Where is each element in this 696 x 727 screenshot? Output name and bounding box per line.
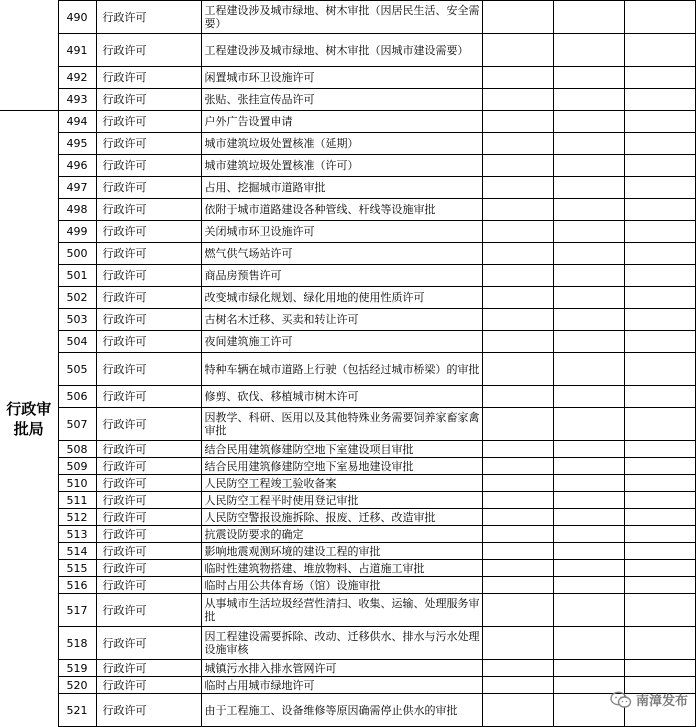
serial-number: 500	[58, 243, 96, 265]
empty-cell	[482, 560, 553, 577]
empty-cell	[624, 594, 695, 627]
serial-number: 518	[58, 627, 96, 660]
empty-cell	[624, 1, 695, 34]
empty-cell	[553, 221, 624, 243]
item-type: 行政许可	[96, 89, 201, 111]
item-type: 行政许可	[96, 309, 201, 331]
empty-cell	[482, 694, 553, 727]
item-name: 修剪、砍伐、移植城市树木许可	[201, 386, 482, 408]
table-row	[0, 133, 695, 155]
empty-cell	[624, 441, 695, 458]
empty-cell	[624, 353, 695, 386]
empty-cell	[482, 155, 553, 177]
serial-number: 503	[58, 309, 96, 331]
item-type: 行政许可	[96, 458, 201, 475]
table-row	[0, 577, 695, 594]
empty-cell	[482, 309, 553, 331]
empty-cell	[624, 287, 695, 309]
serial-number: 502	[58, 287, 96, 309]
empty-cell	[553, 67, 624, 89]
watermark-text: 南漳发布	[635, 694, 688, 709]
empty-cell	[553, 111, 624, 133]
empty-cell	[624, 309, 695, 331]
item-name: 改变城市绿化规划、绿化用地的使用性质许可	[201, 287, 482, 309]
empty-cell	[482, 243, 553, 265]
empty-cell	[553, 594, 624, 627]
item-name: 夜间建筑施工许可	[201, 331, 482, 353]
table-row	[0, 408, 695, 441]
empty-cell	[482, 177, 553, 199]
empty-cell	[553, 543, 624, 560]
empty-cell	[553, 243, 624, 265]
table-row	[0, 492, 695, 509]
item-type: 行政许可	[96, 133, 201, 155]
item-type: 行政许可	[96, 475, 201, 492]
empty-cell	[624, 34, 695, 67]
item-name: 关闭城市环卫设施许可	[201, 221, 482, 243]
item-type: 行政许可	[96, 67, 201, 89]
item-type: 行政许可	[96, 111, 201, 133]
empty-cell	[624, 560, 695, 577]
table-row	[0, 458, 695, 475]
item-type: 行政许可	[96, 243, 201, 265]
table-row	[0, 441, 695, 458]
department-cell-empty	[0, 89, 58, 111]
item-name: 燃气供气场站许可	[201, 243, 482, 265]
empty-cell	[482, 353, 553, 386]
empty-cell	[624, 111, 695, 133]
item-type: 行政许可	[96, 1, 201, 34]
serial-number: 509	[58, 458, 96, 475]
item-name: 因教学、科研、医用以及其他特殊业务需要饲养家畜家禽审批	[201, 408, 482, 441]
empty-cell	[482, 408, 553, 441]
empty-cell	[482, 287, 553, 309]
table-row	[0, 660, 695, 677]
item-name: 结合民用建筑修建防空地下室易地建设审批	[201, 458, 482, 475]
table-row	[0, 89, 695, 111]
item-type: 行政许可	[96, 594, 201, 627]
item-type: 行政许可	[96, 386, 201, 408]
table-row	[0, 177, 695, 199]
empty-cell	[482, 34, 553, 67]
item-type: 行政许可	[96, 177, 201, 199]
empty-cell	[553, 89, 624, 111]
table-row	[0, 509, 695, 526]
empty-cell	[482, 577, 553, 594]
serial-number: 520	[58, 677, 96, 694]
department-cell-empty	[0, 67, 58, 89]
empty-cell	[624, 155, 695, 177]
empty-cell	[624, 627, 695, 660]
table-row	[0, 694, 695, 727]
table-row	[0, 543, 695, 560]
empty-cell	[482, 526, 553, 543]
item-type: 行政许可	[96, 287, 201, 309]
serial-number: 510	[58, 475, 96, 492]
empty-cell	[624, 509, 695, 526]
serial-number: 514	[58, 543, 96, 560]
empty-cell	[482, 221, 553, 243]
item-name: 因工程建设需要拆除、改动、迁移供水、排水与污水处理设施审核	[201, 627, 482, 660]
empty-cell	[624, 265, 695, 287]
item-type: 行政许可	[96, 408, 201, 441]
empty-cell	[624, 133, 695, 155]
table-row	[0, 475, 695, 492]
item-name: 城市建筑垃圾处置核准（许可）	[201, 155, 482, 177]
empty-cell	[553, 199, 624, 221]
table-row	[0, 353, 695, 386]
serial-number: 519	[58, 660, 96, 677]
empty-cell	[553, 1, 624, 34]
empty-cell	[553, 408, 624, 441]
table-row	[0, 111, 695, 133]
empty-cell	[624, 660, 695, 677]
item-name: 户外广告设置申请	[201, 111, 482, 133]
table-row	[0, 677, 695, 694]
empty-cell	[482, 475, 553, 492]
serial-number: 507	[58, 408, 96, 441]
empty-cell	[553, 577, 624, 594]
item-type: 行政许可	[96, 560, 201, 577]
item-type: 行政许可	[96, 331, 201, 353]
empty-cell	[553, 155, 624, 177]
empty-cell	[553, 287, 624, 309]
empty-cell	[624, 458, 695, 475]
empty-cell	[482, 543, 553, 560]
table-row	[0, 221, 695, 243]
table-row	[0, 309, 695, 331]
wechat-icon	[610, 691, 632, 709]
empty-cell	[553, 492, 624, 509]
empty-cell	[553, 177, 624, 199]
empty-cell	[624, 475, 695, 492]
serial-number: 495	[58, 133, 96, 155]
department-cell-empty	[0, 1, 58, 34]
item-type: 行政许可	[96, 509, 201, 526]
item-name: 依附于城市道路建设各种管线、杆线等设施审批	[201, 199, 482, 221]
item-type: 行政许可	[96, 221, 201, 243]
table-row	[0, 1, 695, 34]
empty-cell	[553, 509, 624, 526]
empty-cell	[482, 492, 553, 509]
empty-cell	[482, 458, 553, 475]
empty-cell	[553, 309, 624, 331]
empty-cell	[482, 660, 553, 677]
table-row	[0, 627, 695, 660]
empty-cell	[482, 265, 553, 287]
item-name: 临时性建筑物搭建、堆放物料、占道施工审批	[201, 560, 482, 577]
empty-cell	[553, 353, 624, 386]
watermark	[610, 690, 688, 709]
item-name: 古树名木迁移、买卖和转让许可	[201, 309, 482, 331]
table-row	[0, 526, 695, 543]
item-name: 工程建设涉及城市绿地、树木审批（因城市建设需要）	[201, 34, 482, 67]
item-name: 特种车辆在城市道路上行驶（包括经过城市桥梁）的审批	[201, 353, 482, 386]
empty-cell	[553, 627, 624, 660]
serial-number: 492	[58, 67, 96, 89]
item-type: 行政许可	[96, 441, 201, 458]
item-name: 临时占用城市绿地许可	[201, 677, 482, 694]
item-type: 行政许可	[96, 526, 201, 543]
empty-cell	[482, 627, 553, 660]
empty-cell	[482, 199, 553, 221]
item-name: 张贴、张挂宣传品许可	[201, 89, 482, 111]
item-type: 行政许可	[96, 694, 201, 727]
serial-number: 517	[58, 594, 96, 627]
empty-cell	[624, 386, 695, 408]
serial-number: 491	[58, 34, 96, 67]
serial-number: 493	[58, 89, 96, 111]
department-cell: 行政审 批局	[0, 111, 58, 727]
empty-cell	[482, 386, 553, 408]
table-row	[0, 560, 695, 577]
item-name: 临时占用公共体育场（馆）设施审批	[201, 577, 482, 594]
item-type: 行政许可	[96, 34, 201, 67]
serial-number: 508	[58, 441, 96, 458]
empty-cell	[624, 243, 695, 265]
serial-number: 496	[58, 155, 96, 177]
empty-cell	[482, 594, 553, 627]
item-name: 商品房预售许可	[201, 265, 482, 287]
item-type: 行政许可	[96, 627, 201, 660]
empty-cell	[553, 475, 624, 492]
item-type: 行政许可	[96, 155, 201, 177]
table-row	[0, 287, 695, 309]
item-type: 行政许可	[96, 492, 201, 509]
serial-number: 494	[58, 111, 96, 133]
item-name: 由于工程施工、设备维修等原因确需停止供水的审批	[201, 694, 482, 727]
item-type: 行政许可	[96, 199, 201, 221]
table-row	[0, 386, 695, 408]
item-name: 城市建筑垃圾处置核准（延期）	[201, 133, 482, 155]
serial-number: 490	[58, 1, 96, 34]
item-name: 城镇污水排入排水管网许可	[201, 660, 482, 677]
empty-cell	[482, 331, 553, 353]
item-name: 人民防空工程平时使用登记审批	[201, 492, 482, 509]
table-row	[0, 199, 695, 221]
table-row	[0, 155, 695, 177]
item-name: 占用、挖掘城市道路审批	[201, 177, 482, 199]
item-type: 行政许可	[96, 543, 201, 560]
empty-cell	[482, 677, 553, 694]
table-row	[0, 243, 695, 265]
serial-number: 516	[58, 577, 96, 594]
item-type: 行政许可	[96, 677, 201, 694]
empty-cell	[553, 331, 624, 353]
item-type: 行政许可	[96, 660, 201, 677]
item-name: 从事城市生活垃圾经营性清扫、收集、运输、处理服务审批	[201, 594, 482, 627]
empty-cell	[482, 1, 553, 34]
item-name: 影响地震观测环境的建设工程的审批	[201, 543, 482, 560]
empty-cell	[624, 221, 695, 243]
serial-number: 505	[58, 353, 96, 386]
empty-cell	[553, 560, 624, 577]
empty-cell	[553, 458, 624, 475]
item-type: 行政许可	[96, 353, 201, 386]
item-type: 行政许可	[96, 265, 201, 287]
serial-number: 497	[58, 177, 96, 199]
serial-number: 513	[58, 526, 96, 543]
table-row	[0, 34, 695, 67]
serial-number: 499	[58, 221, 96, 243]
item-name: 人民防空工程竣工验收备案	[201, 475, 482, 492]
empty-cell	[482, 89, 553, 111]
department-cell-empty	[0, 34, 58, 67]
table-row	[0, 331, 695, 353]
item-name: 闲置城市环卫设施许可	[201, 67, 482, 89]
item-name: 结合民用建筑修建防空地下室建设项目审批	[201, 441, 482, 458]
empty-cell	[624, 577, 695, 594]
item-name: 工程建设涉及城市绿地、树木审批（因居民生活、安全需要）	[201, 1, 482, 34]
table-row	[0, 67, 695, 89]
empty-cell	[624, 492, 695, 509]
table-row	[0, 265, 695, 287]
empty-cell	[624, 177, 695, 199]
empty-cell	[553, 526, 624, 543]
empty-cell	[553, 386, 624, 408]
empty-cell	[624, 543, 695, 560]
empty-cell	[553, 441, 624, 458]
serial-number: 498	[58, 199, 96, 221]
serial-number: 521	[58, 694, 96, 727]
serial-number: 512	[58, 509, 96, 526]
empty-cell	[624, 89, 695, 111]
empty-cell	[553, 265, 624, 287]
serial-number: 504	[58, 331, 96, 353]
empty-cell	[482, 441, 553, 458]
serial-number: 501	[58, 265, 96, 287]
empty-cell	[624, 526, 695, 543]
empty-cell	[624, 67, 695, 89]
empty-cell	[553, 660, 624, 677]
serial-number: 515	[58, 560, 96, 577]
empty-cell	[553, 34, 624, 67]
serial-number: 506	[58, 386, 96, 408]
item-name: 抗震设防要求的确定	[201, 526, 482, 543]
item-type: 行政许可	[96, 577, 201, 594]
empty-cell	[624, 331, 695, 353]
empty-cell	[482, 67, 553, 89]
item-name: 人民防空警报设施拆除、报废、迁移、改造审批	[201, 509, 482, 526]
empty-cell	[624, 408, 695, 441]
empty-cell	[482, 111, 553, 133]
permit-table-body	[0, 1, 695, 727]
empty-cell	[553, 133, 624, 155]
empty-cell	[482, 133, 553, 155]
serial-number: 511	[58, 492, 96, 509]
empty-cell	[624, 199, 695, 221]
empty-cell	[482, 509, 553, 526]
table-row	[0, 594, 695, 627]
